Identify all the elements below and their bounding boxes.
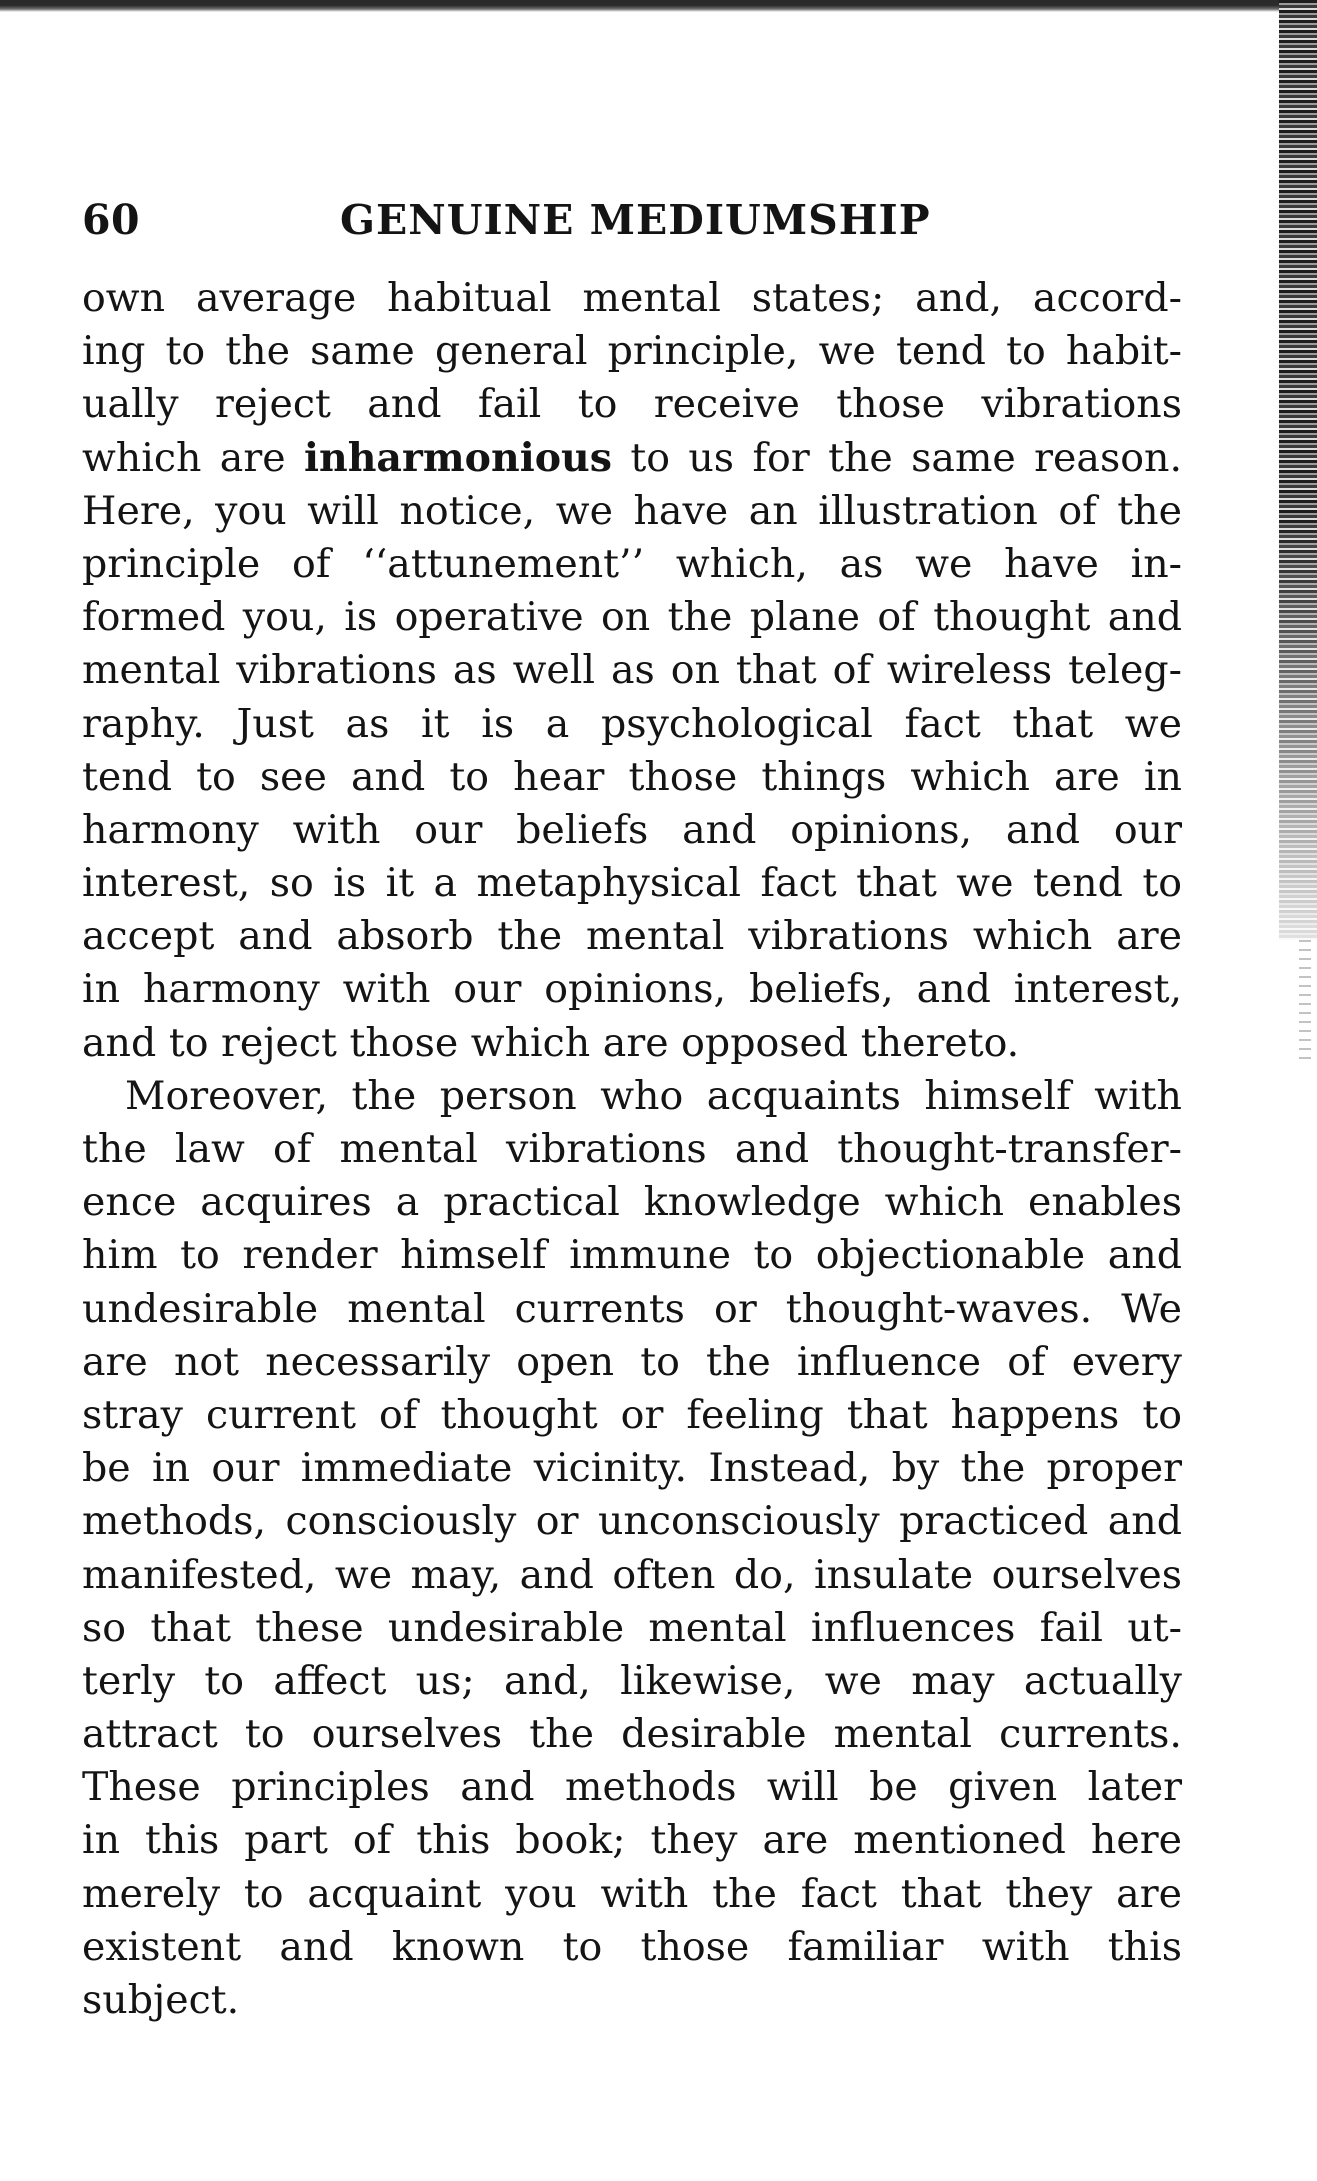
text-line: the law of mental vibrations and thought-transfer- bbox=[82, 1126, 1182, 1172]
paragraph-end-line: subject. bbox=[82, 1977, 240, 2023]
text-line: manifested, we may, and often do, insulate ourselves bbox=[82, 1551, 1182, 1598]
text-line: accept and absorb the mental vibrations which are bbox=[82, 913, 1182, 960]
text-line: so that these undesirable mental influences fail ut- bbox=[82, 1604, 1182, 1651]
text-line: own average habitual mental states; and, accord- bbox=[82, 275, 1182, 321]
text-line bbox=[82, 432, 1182, 485]
text-line: undesirable mental currents or thought-waves. We bbox=[82, 1285, 1182, 1332]
paragraph-start-line: Moreover, the person who acquaints himself with bbox=[125, 1072, 1182, 1119]
body-text bbox=[82, 272, 1182, 2027]
text-line: mental vibrations as well as on that of wireless teleg- bbox=[82, 647, 1182, 694]
text-run: which are bbox=[82, 434, 304, 481]
text-line: in harmony with our opinions, beliefs, and interest, bbox=[82, 966, 1182, 1013]
text-line: attract to ourselves the desirable mental currents. bbox=[82, 1711, 1182, 1758]
text-line: terly to affect us; and, likewise, we may actually bbox=[82, 1657, 1182, 1704]
page-number: 60 bbox=[82, 196, 141, 244]
text-line: interest, so is it a metaphysical fact that we tend to bbox=[82, 860, 1182, 907]
text-line: These principles and methods will be given later bbox=[82, 1764, 1182, 1811]
page-header bbox=[82, 196, 1182, 256]
paragraph-end-line: and to reject those which are opposed thereto. bbox=[82, 1019, 1020, 1066]
text-line: stray current of thought or feeling that happens to bbox=[82, 1391, 1182, 1438]
page-top-edge-shadow bbox=[0, 0, 1317, 12]
text-line: Here, you will notice, we have an illustration of the bbox=[82, 487, 1182, 534]
text-run: to us for the same reason. bbox=[612, 434, 1182, 481]
text-line: methods, consciously or unconsciously practiced and bbox=[82, 1498, 1182, 1545]
running-head: GENUINE MEDIUMSHIP bbox=[340, 196, 931, 244]
text-line: be in our immediate vicinity. Instead, by the proper bbox=[82, 1445, 1182, 1492]
text-line: ually reject and fail to receive those vibrations bbox=[82, 381, 1182, 428]
text-line: merely to acquaint you with the fact that they are bbox=[82, 1870, 1182, 1917]
text-line: are not necessarily open to the influence of every bbox=[82, 1338, 1182, 1385]
page-binding-edge-fade bbox=[1299, 940, 1311, 1060]
text-line: principle of ‘‘attunement’’ which, as we have in- bbox=[82, 540, 1182, 587]
text-line: tend to see and to hear those things which are in bbox=[82, 753, 1182, 800]
text-line: raphy. Just as it is a psychological fact that we bbox=[82, 700, 1182, 747]
text-line: existent and known to those familiar with this bbox=[82, 1923, 1182, 1970]
text-line: him to render himself immune to objectionable and bbox=[82, 1232, 1182, 1279]
text-line: ence acquires a practical knowledge which enables bbox=[82, 1179, 1182, 1226]
page-binding-edge bbox=[1279, 0, 1317, 940]
text-line: in this part of this book; they are mentioned here bbox=[82, 1817, 1182, 1864]
text-line: ing to the same general principle, we tend to habit- bbox=[82, 328, 1182, 375]
text-line: harmony with our beliefs and opinions, and our bbox=[82, 806, 1182, 853]
bold-term: inharmonious bbox=[303, 434, 612, 481]
text-line: formed you, is operative on the plane of thought and bbox=[82, 594, 1182, 641]
